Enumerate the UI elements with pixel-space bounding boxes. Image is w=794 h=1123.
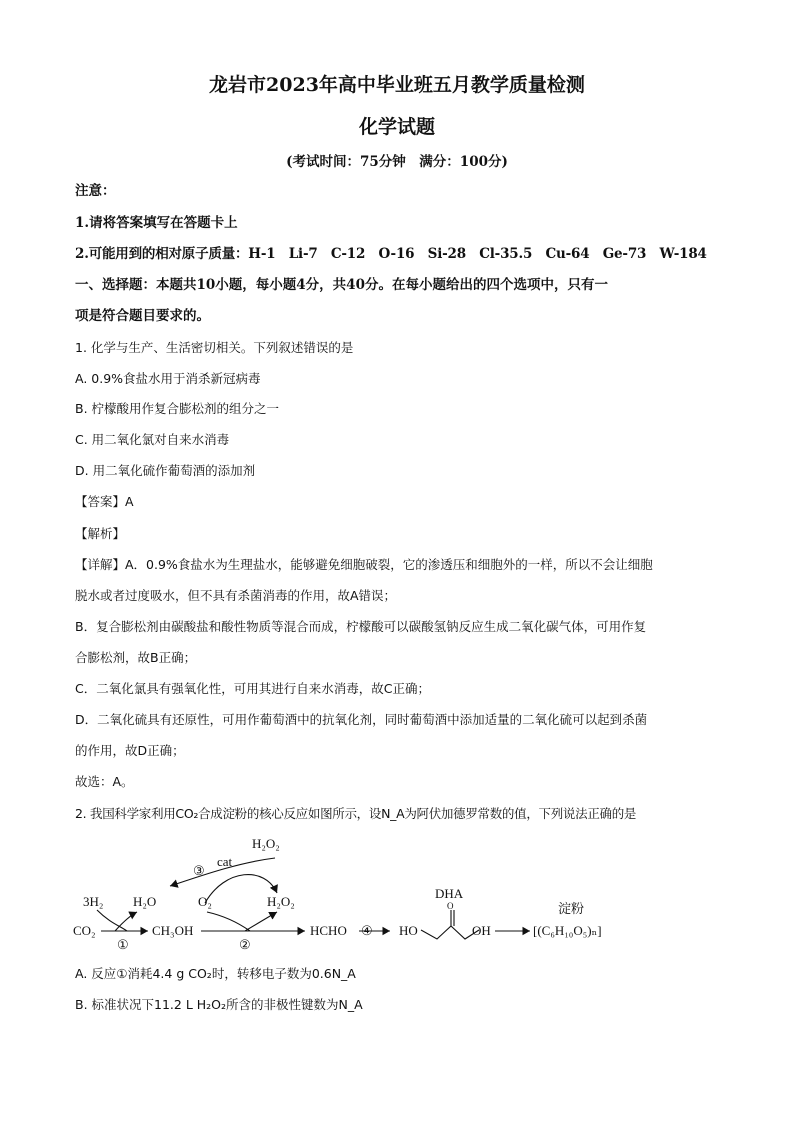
dha-oh-label: OH: [472, 923, 491, 938]
dha-ho-label: HO: [399, 923, 418, 938]
co2-label: CO₂: [73, 923, 96, 938]
q1-detail-line: 故选：A。: [75, 774, 134, 789]
step-3-label: ③: [193, 863, 205, 878]
q1-detail-line: 脱水或者过度吸水，但不具有杀菌消毒的作用，故A错误；: [75, 588, 397, 603]
step-4-label: ④: [361, 923, 373, 938]
q2-option-b: B. 标准状况下11.2 L H₂O₂所含的非极性键数为N_A: [75, 997, 363, 1012]
o2-input-arrow: [207, 912, 250, 931]
cat-label: cat: [217, 854, 233, 869]
h2-input-arrow: [97, 910, 127, 931]
step-2-label: ②: [239, 937, 251, 952]
h2o2-right-label: H₂O₂: [267, 894, 295, 909]
dha-carbonyl-o: O: [447, 901, 454, 911]
step-1-label: ①: [117, 937, 129, 952]
q1-option-c: C. 用二氧化氯对自来水消毒: [75, 432, 230, 447]
q1-detail-line: B．复合膨松剂由碳酸盐和酸性物质等混合而成，柠檬酸可以碳酸氢钠反应生成二氧化碳气体，可用作复: [75, 619, 647, 634]
q1-detail-line: D．二氧化硫具有还原性，可用作葡萄酒中的抗氧化剂，同时葡萄酒中添加适量的二氧化硫可以起到杀菌: [75, 712, 648, 727]
starch-formula: [(C₆H₁₀O₅)ₙ]: [533, 923, 602, 938]
q1-detail-line: 的作用，故D正确；: [75, 743, 185, 758]
section-heading-line-1: 一、选择题：本题共10小题，每小题4分，共40分。在每小题给出的四个选项中，只有一: [75, 277, 608, 293]
hcho-label: HCHO: [310, 923, 347, 938]
subject-title: 化学试题: [358, 116, 435, 138]
h2-reagent-label: 3H₂: [83, 894, 104, 909]
q1-option-b: B. 柠檬酸用作复合膨松剂的组分之一: [75, 401, 280, 416]
dha-label: DHA: [435, 886, 464, 901]
h2o2-output-arrow: [245, 912, 277, 931]
q1-detail-line: 合膨松剂，故B正确；: [75, 650, 197, 665]
q1-analysis-label: 【解析】: [75, 526, 126, 541]
starch-label: 淀粉: [558, 901, 585, 916]
ch3oh-label: CH₃OH: [152, 923, 194, 938]
exam-info: (考试时间：75分钟 满分：100分): [286, 154, 508, 170]
q2-stem: 2. 我国科学家利用CO₂合成淀粉的核心反应如图所示，设N_A为阿伏加德罗常数的值，下列说法正确的是: [75, 806, 637, 821]
q1-answer: 【答案】A: [75, 494, 134, 509]
h2o-label: H₂O: [133, 894, 157, 909]
exam-title: 龙岩市2023年高中毕业班五月教学质量检测: [209, 74, 585, 96]
q2-option-a: A. 反应①消耗4.4 g CO₂时，转移电子数为0.6N_A: [75, 966, 356, 981]
reaction-scheme-diagram: [65, 828, 745, 958]
q1-option-a: A. 0.9%食盐水用于消杀新冠病毒: [75, 371, 261, 386]
q1-option-d: D. 用二氧化硫作葡萄酒的添加剂: [75, 463, 256, 478]
h2o2-top-label: H₂O₂: [252, 836, 280, 851]
notice-heading: 注意：: [75, 183, 116, 199]
q1-detail-line: 【详解】A．0.9%食盐水为生理盐水，能够避免细胞破裂，它的渗透压和细胞外的一样，所以不会让细胞: [75, 557, 653, 572]
o2-label: O₂: [198, 894, 212, 909]
q1-stem: 1. 化学与生产、生活密切相关。下列叙述错误的是: [75, 340, 354, 355]
q1-detail-line: C．二氧化氯具有强氧化性，可用其进行自来水消毒，故C正确；: [75, 681, 430, 696]
notice-item-1: 1.请将答案填写在答题卡上: [75, 215, 238, 231]
dha-skeleton: [421, 926, 479, 939]
notice-item-2: 2.可能用到的相对原子质量：H-1 Li-7 C-12 O-16 Si-28 Cl-35.5 Cu-64 Ge-73 W-184: [75, 246, 707, 262]
section-heading-line-2: 项是符合题目要求的。: [75, 308, 210, 324]
h2o-output-arrow: [115, 912, 137, 931]
